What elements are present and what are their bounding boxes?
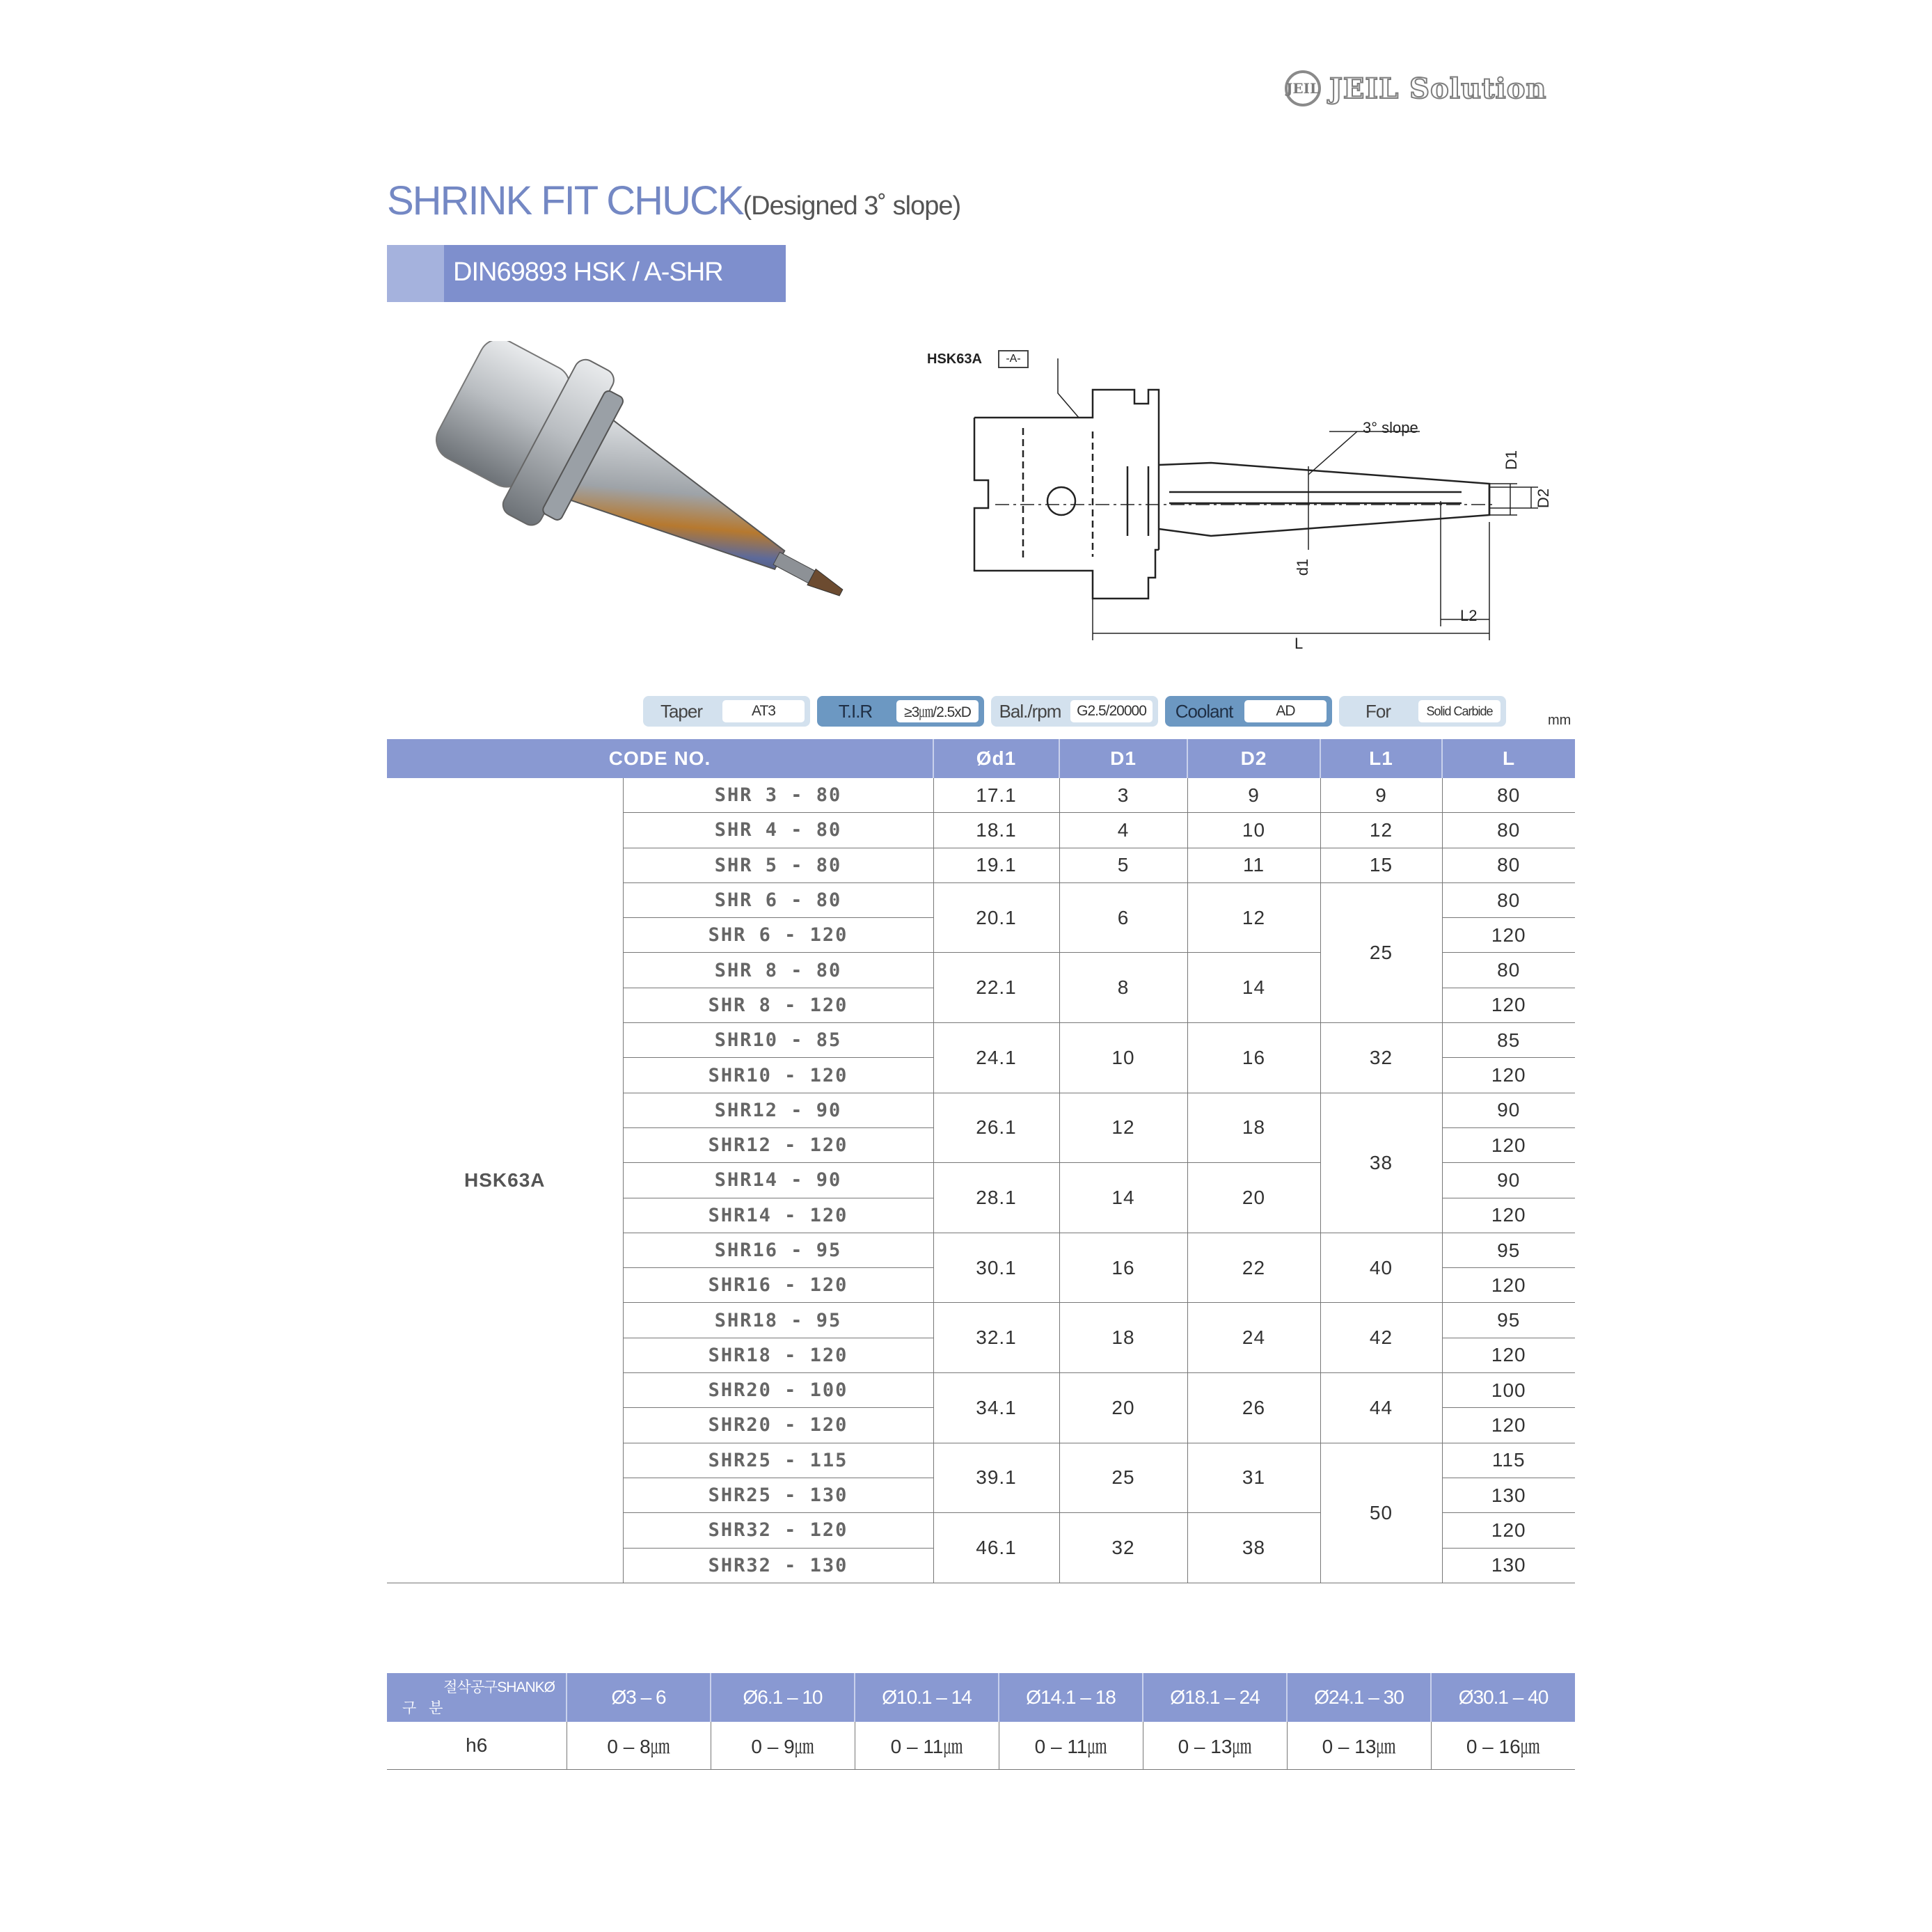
d1-cell: 22.1	[933, 953, 1059, 1023]
D2-cell: 11	[1187, 848, 1320, 882]
code-cell: SHR20 - 100	[623, 1373, 933, 1408]
D2-cell: 9	[1187, 778, 1320, 813]
L-cell: 95	[1442, 1233, 1575, 1267]
tolerance-header: Ø6.1 – 10	[711, 1673, 855, 1722]
L-cell: 90	[1442, 1093, 1575, 1127]
drawing-dim-L2: L2	[1460, 607, 1478, 624]
tolerance-value: 0 – 11㎛	[855, 1722, 999, 1770]
code-cell: SHR 5 - 80	[623, 848, 933, 882]
D1-cell: 14	[1059, 1163, 1187, 1233]
L-cell: 120	[1442, 1513, 1575, 1548]
tolerance-value: 0 – 11㎛	[999, 1722, 1143, 1770]
tolerance-header: Ø24.1 – 30	[1287, 1673, 1431, 1722]
code-cell: SHR10 - 120	[623, 1058, 933, 1093]
spec-for	[1339, 696, 1506, 727]
tolerance-table	[387, 1673, 1575, 1770]
D1-cell: 5	[1059, 848, 1187, 882]
tolerance-header-row	[387, 1673, 1575, 1722]
drawing-model-tag: -A-	[998, 350, 1029, 368]
L-cell: 120	[1442, 1408, 1575, 1443]
header-L1: L1	[1320, 739, 1442, 778]
L1-cell: 38	[1320, 1093, 1442, 1233]
tolerance-corner-bottom: 구 분	[402, 1700, 448, 1716]
section-banner	[387, 245, 786, 302]
D2-cell: 14	[1187, 953, 1320, 1023]
D1-cell: 6	[1059, 882, 1187, 953]
d1-cell: 18.1	[933, 813, 1059, 848]
code-cell: SHR16 - 95	[623, 1233, 933, 1267]
page-title	[387, 177, 960, 224]
page-title-sub: (Designed 3˚ slope)	[743, 191, 961, 221]
d1-cell: 19.1	[933, 848, 1059, 882]
D2-cell: 31	[1187, 1443, 1320, 1513]
L-cell: 80	[1442, 953, 1575, 988]
D2-cell: 38	[1187, 1513, 1320, 1583]
L1-cell: 12	[1320, 813, 1442, 848]
code-cell: SHR32 - 120	[623, 1513, 933, 1548]
L1-cell: 42	[1320, 1303, 1442, 1373]
D1-cell: 32	[1059, 1513, 1187, 1583]
code-cell: SHR14 - 120	[623, 1198, 933, 1233]
header-D2: D2	[1187, 739, 1320, 778]
tolerance-header: Ø3 – 6	[567, 1673, 711, 1722]
spec-coolant-value: AD	[1244, 700, 1327, 722]
d1-cell: 34.1	[933, 1373, 1059, 1443]
D2-cell: 26	[1187, 1373, 1320, 1443]
L1-cell: 9	[1320, 778, 1442, 813]
spec-coolant	[1165, 696, 1332, 727]
D1-cell: 3	[1059, 778, 1187, 813]
L-cell: 85	[1442, 1023, 1575, 1058]
group-cell: HSK63A	[387, 778, 623, 1583]
drawing-dim-L: L	[1294, 635, 1304, 652]
tolerance-header: Ø14.1 – 18	[999, 1673, 1143, 1722]
spec-balance	[991, 696, 1158, 727]
drawing-dim-d1: d1	[1294, 558, 1312, 576]
D1-cell: 12	[1059, 1093, 1187, 1163]
L-cell: 80	[1442, 813, 1575, 848]
L-cell: 120	[1442, 988, 1575, 1022]
D1-cell: 4	[1059, 813, 1187, 848]
d1-cell: 39.1	[933, 1443, 1059, 1513]
D2-cell: 10	[1187, 813, 1320, 848]
tolerance-value: 0 – 13㎛	[1287, 1722, 1431, 1770]
d1-cell: 26.1	[933, 1093, 1059, 1163]
code-cell: SHR 6 - 120	[623, 918, 933, 953]
d1-cell: 32.1	[933, 1303, 1059, 1373]
code-cell: SHR 6 - 80	[623, 882, 933, 917]
D1-cell: 20	[1059, 1373, 1187, 1443]
tolerance-value: 0 – 16㎛	[1431, 1722, 1575, 1770]
D2-cell: 20	[1187, 1163, 1320, 1233]
L-cell: 120	[1442, 1127, 1575, 1162]
code-cell: SHR12 - 90	[623, 1093, 933, 1127]
L-cell: 120	[1442, 1058, 1575, 1093]
code-cell: SHR18 - 120	[623, 1338, 933, 1372]
L-cell: 130	[1442, 1548, 1575, 1583]
D2-cell: 22	[1187, 1233, 1320, 1303]
page-title-main: SHRINK FIT CHUCK	[387, 178, 743, 223]
D1-cell: 18	[1059, 1303, 1187, 1373]
D2-cell: 12	[1187, 882, 1320, 953]
d1-cell: 17.1	[933, 778, 1059, 813]
L-cell: 80	[1442, 882, 1575, 917]
spec-balance-value: G2.5/20000	[1070, 700, 1153, 722]
spec-tir-label: T.I.R	[838, 700, 873, 722]
L1-cell: 50	[1320, 1443, 1442, 1583]
spec-taper-label: Taper	[660, 700, 703, 722]
code-cell: SHR25 - 130	[623, 1478, 933, 1512]
tolerance-value: 0 – 9㎛	[711, 1722, 855, 1770]
spec-for-value: Solid Carbide	[1418, 700, 1501, 722]
code-cell: SHR25 - 115	[623, 1443, 933, 1478]
spec-for-label: For	[1365, 700, 1391, 722]
header-D1: D1	[1059, 739, 1187, 778]
code-cell: SHR 4 - 80	[623, 813, 933, 848]
code-cell: SHR18 - 95	[623, 1303, 933, 1338]
D1-cell: 10	[1059, 1023, 1187, 1093]
L-cell: 80	[1442, 848, 1575, 882]
D1-cell: 16	[1059, 1233, 1187, 1303]
tolerance-corner-cell	[387, 1673, 567, 1722]
code-cell: SHR32 - 130	[623, 1548, 933, 1583]
brand-seal-icon: JEIL	[1285, 70, 1321, 106]
drawing-dim-D2: D2	[1535, 488, 1553, 509]
d1-cell: 28.1	[933, 1163, 1059, 1233]
L1-cell: 32	[1320, 1023, 1442, 1093]
D2-cell: 16	[1187, 1023, 1320, 1093]
drawing-dim-D1: D1	[1503, 450, 1521, 470]
L1-cell: 25	[1320, 882, 1442, 1022]
d1-cell: 46.1	[933, 1513, 1059, 1583]
tolerance-row-label: h6	[387, 1722, 567, 1770]
code-cell: SHR 8 - 80	[623, 953, 933, 988]
L-cell: 95	[1442, 1303, 1575, 1338]
tolerance-value: 0 – 13㎛	[1143, 1722, 1287, 1770]
unit-label: mm	[1548, 713, 1571, 728]
brand-name: JEIL Solution	[1329, 72, 1547, 105]
L1-cell: 44	[1320, 1373, 1442, 1443]
tolerance-corner-top: 절삭공구SHANKØ	[443, 1679, 555, 1695]
header-L: L	[1442, 739, 1575, 778]
L-cell: 120	[1442, 1338, 1575, 1372]
code-cell: SHR16 - 120	[623, 1268, 933, 1303]
D2-cell: 18	[1187, 1093, 1320, 1163]
tolerance-header: Ø30.1 – 40	[1431, 1673, 1575, 1722]
spec-taper	[643, 696, 810, 727]
L1-cell: 15	[1320, 848, 1442, 882]
code-cell: SHR14 - 90	[623, 1163, 933, 1198]
spec-balance-label: Bal./rpm	[999, 700, 1061, 722]
code-cell: SHR12 - 120	[623, 1127, 933, 1162]
table-row	[387, 778, 1575, 813]
tolerance-value: 0 – 8㎛	[567, 1722, 711, 1770]
dimension-table	[387, 739, 1575, 1583]
drawing-model-label: HSK63A	[927, 351, 982, 367]
L-cell: 120	[1442, 1268, 1575, 1303]
code-cell: SHR20 - 120	[623, 1408, 933, 1443]
code-cell: SHR 8 - 120	[623, 988, 933, 1022]
technical-drawing	[919, 341, 1580, 675]
code-cell: SHR 3 - 80	[623, 778, 933, 813]
L-cell: 115	[1442, 1443, 1575, 1478]
code-cell: SHR10 - 85	[623, 1023, 933, 1058]
D1-cell: 8	[1059, 953, 1187, 1023]
L-cell: 120	[1442, 918, 1575, 953]
L-cell: 90	[1442, 1163, 1575, 1198]
section-banner-accent	[387, 245, 444, 302]
d1-cell: 20.1	[933, 882, 1059, 953]
tolerance-header: Ø18.1 – 24	[1143, 1673, 1287, 1722]
d1-cell: 24.1	[933, 1023, 1059, 1093]
product-photo	[418, 341, 919, 661]
L-cell: 120	[1442, 1198, 1575, 1233]
D2-cell: 24	[1187, 1303, 1320, 1373]
spec-taper-value: AT3	[722, 700, 805, 722]
tolerance-header: Ø10.1 – 14	[855, 1673, 999, 1722]
D1-cell: 25	[1059, 1443, 1187, 1513]
header-d1: Ød1	[933, 739, 1059, 778]
brand-logo	[1285, 65, 1570, 111]
spec-coolant-label: Coolant	[1175, 700, 1233, 722]
d1-cell: 30.1	[933, 1233, 1059, 1303]
tolerance-row	[387, 1722, 1575, 1770]
table-header-row	[387, 739, 1575, 778]
drawing-slope-label: 3° slope	[1363, 419, 1418, 436]
section-banner-text: DIN69893 HSK / A-SHR	[453, 258, 723, 287]
L-cell: 130	[1442, 1478, 1575, 1512]
L-cell: 80	[1442, 778, 1575, 813]
header-code-no: CODE NO.	[387, 739, 933, 778]
spec-tir	[817, 696, 984, 727]
spec-tir-value: ≥3㎛/2.5xD	[896, 700, 979, 722]
L1-cell: 40	[1320, 1233, 1442, 1303]
L-cell: 100	[1442, 1373, 1575, 1408]
